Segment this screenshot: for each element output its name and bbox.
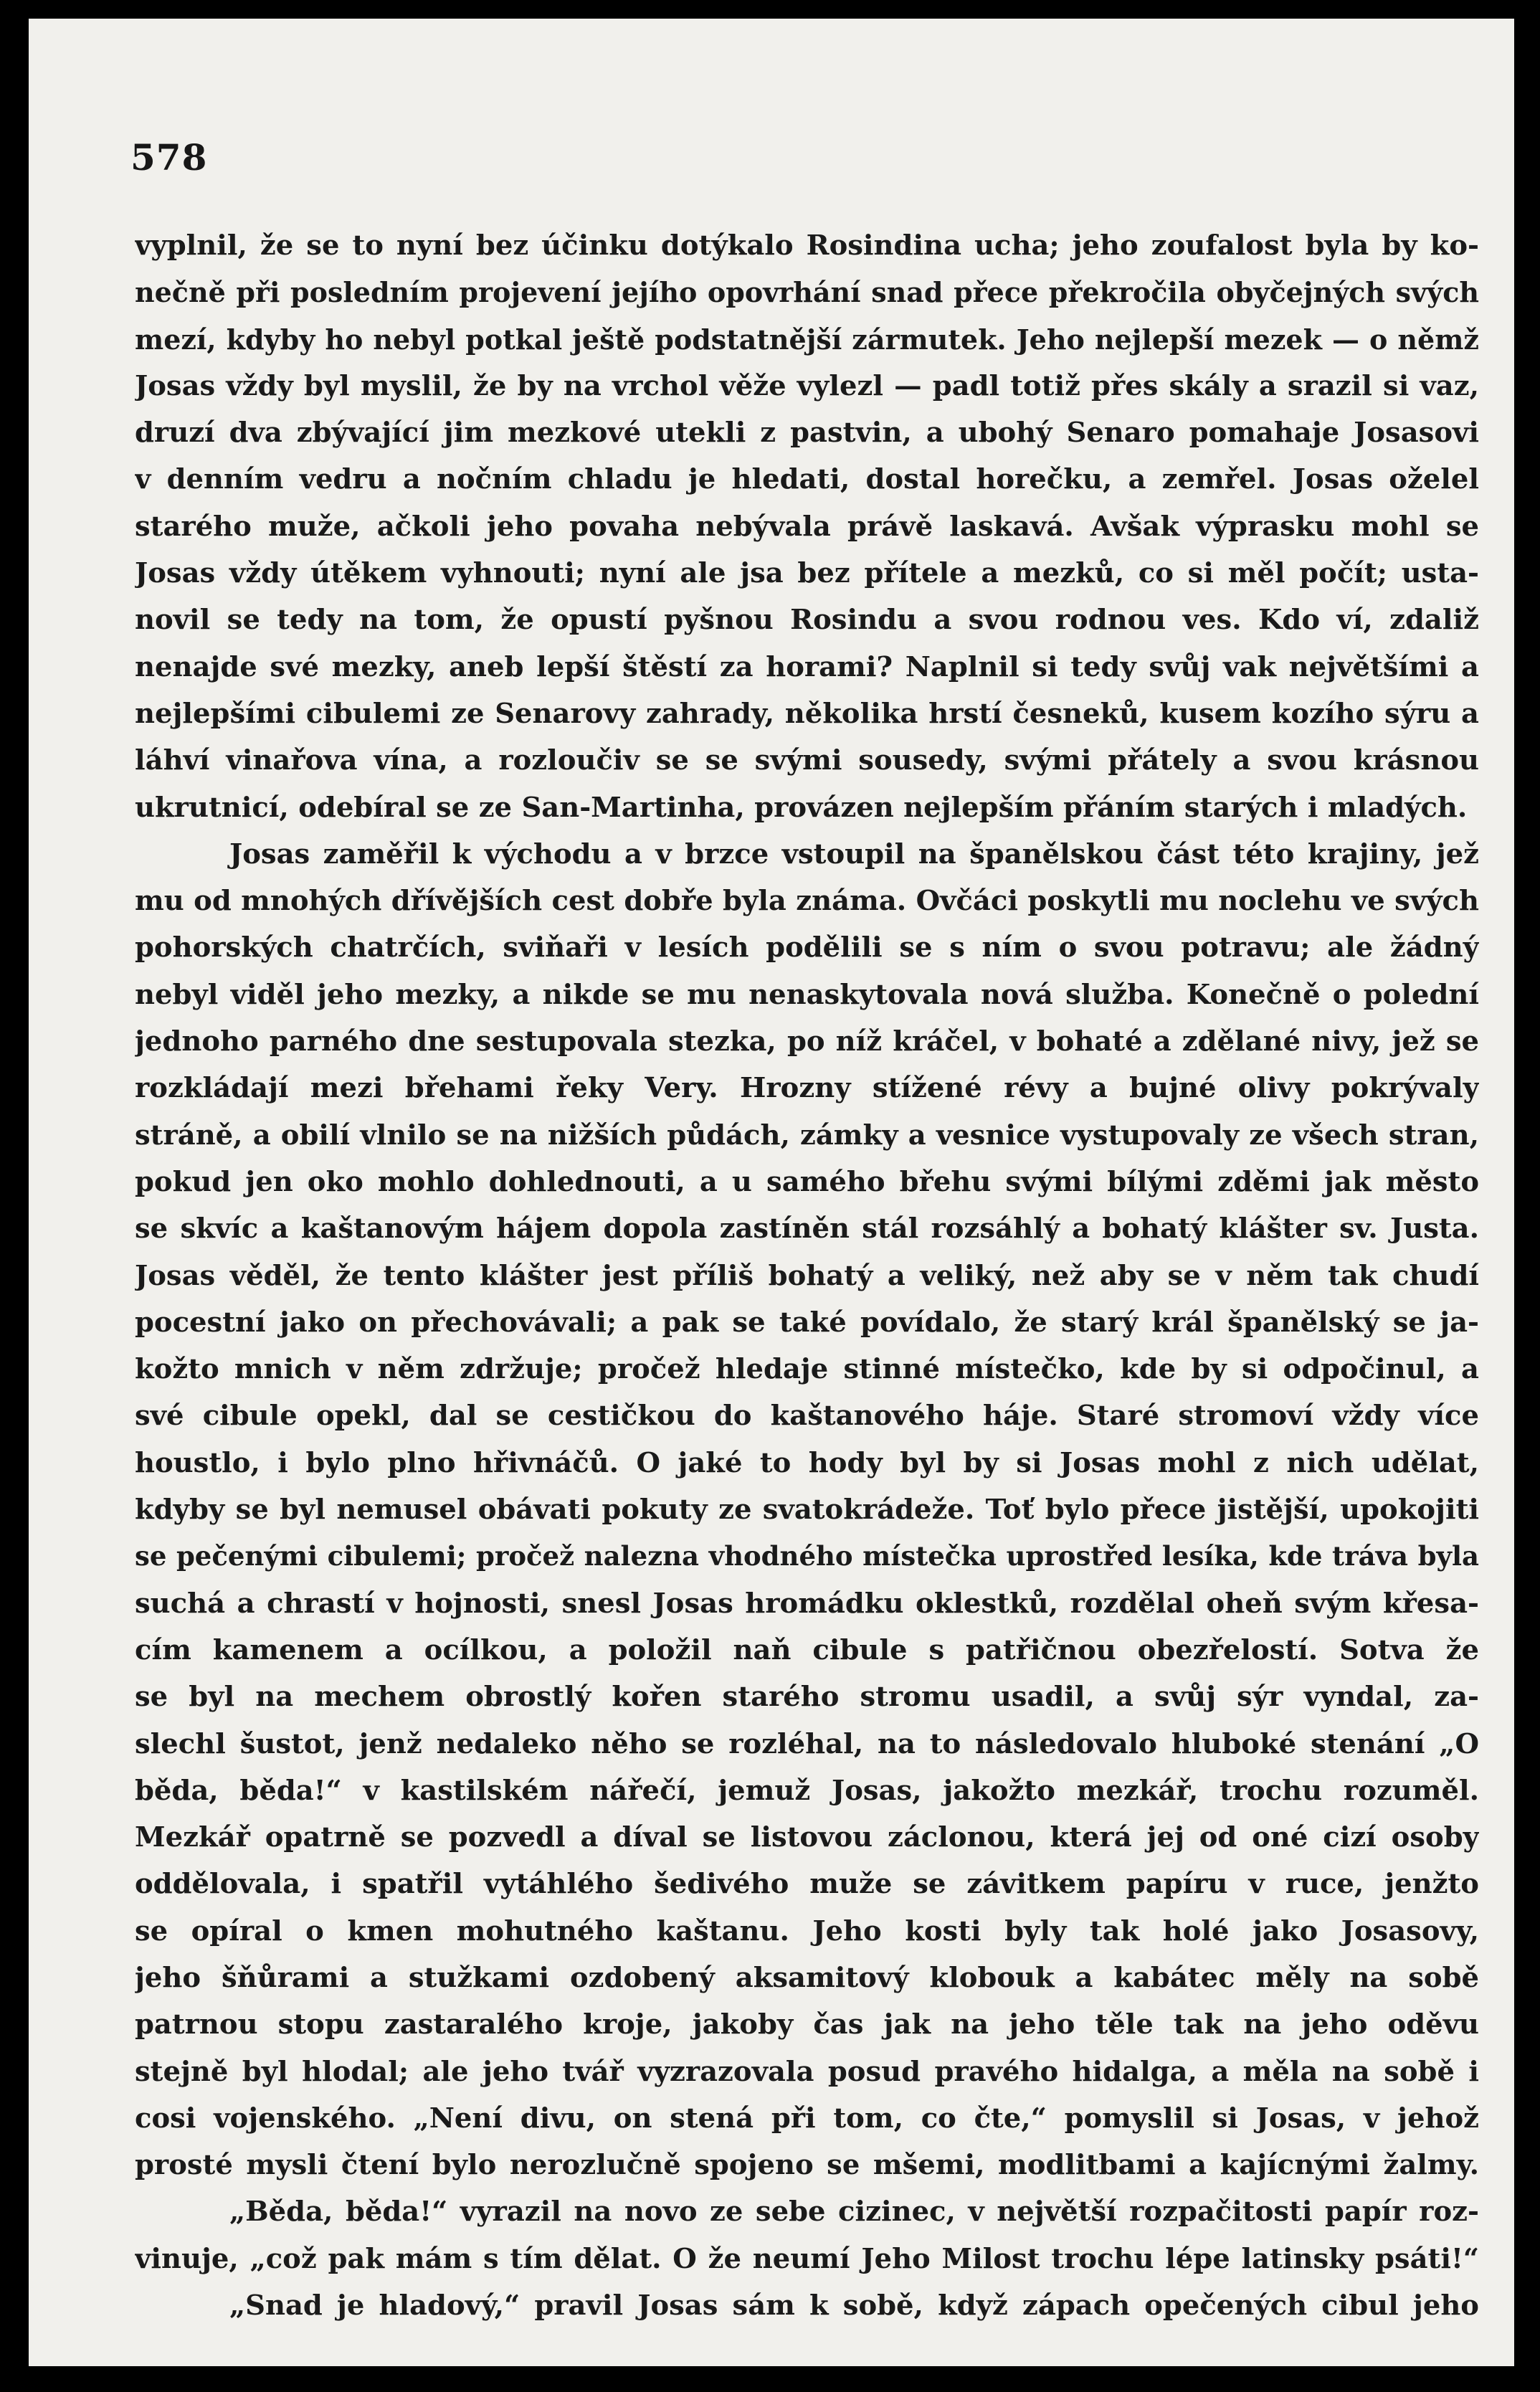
text-line: pohorských chatrčích, sviňaři v lesích podělili se s ním o svou potravu; ale žádný [135, 931, 1479, 964]
text-line: stejně byl hlodal; ale jeho tvář vyzrazovala posud pravého hidalga, a měla na sobě i [135, 2055, 1479, 2088]
text-line: vyplnil, že se to nyní bez účinku dotýkalo Rosindina ucha; jeho zoufalost byla by ko- [135, 229, 1479, 262]
text-line: své cibule opekl, dal se cestičkou do kaštanového háje. Staré stromoví vždy více [135, 1400, 1479, 1433]
text-line: nejlepšími cibulemi ze Senarovy zahrady, několika hrstí česneků, kusem kozího sýru a [135, 697, 1479, 730]
text-line: Mezkář opatrně se pozvedl a díval se listovou záclonou, která jej od oné cizí osoby [135, 1821, 1479, 1854]
text-line: v denním vedru a nočním chladu je hledati, dostal horečku, a zemřel. Josas oželel [135, 463, 1479, 496]
text-line: kdyby se byl nemusel obávati pokuty ze svatokrádeže. Toť bylo přece jistější, upokojiti [135, 1494, 1479, 1527]
text-line: běda, běda!“ v kastilském nářečí, jemuž Josas, jakožto mezkář, trochu rozuměl. [135, 1774, 1479, 1807]
body-text [135, 222, 1479, 2329]
text-line: cosi vojenského. „Není divu, on stená při tom, co čte,“ pomyslil si Josas, v jehož [135, 2102, 1479, 2135]
text-line: druzí dva zbývající jim mezkové utekli z pastvin, a ubohý Senaro pomahaje Josasovi [135, 417, 1479, 450]
text-line: Josas zaměřil k východu a v brzce vstoupil na španělskou část této krajiny, jež [229, 837, 1479, 870]
text-line: slechl šustot, jenž nedaleko něho se rozléhal, na to následovalo hluboké stenání „O [135, 1727, 1479, 1760]
text-line: jeho šňůrami a stužkami ozdobený aksamitový klobouk a kabátec měly na sobě [135, 1961, 1479, 1994]
page-number: 578 [130, 136, 208, 179]
text-line: prosté mysli čtení bylo nerozlučně spojeno se mšemi, modlitbami a kajícnými žalmy. [135, 2149, 1479, 2182]
text-line: pocestní jako on přechovávali; a pak se také povídalo, že starý král španělský se ja- [135, 1306, 1479, 1339]
text-line: novil se tedy na tom, že opustí pyšnou Rosindu a svou rodnou ves. Kdo ví, zdaliž [135, 604, 1479, 637]
text-line: cím kamenem a ocílkou, a položil naň cibule s patřičnou obezřelostí. Sotva že [135, 1633, 1479, 1666]
text-line: pokud jen oko mohlo dohlednouti, a u samého břehu svými bílými zděmi jak město [135, 1165, 1479, 1198]
text-line: vinuje, „což pak mám s tím dělat. O že neumí Jeho Milost trochu lépe latinsky psáti!“ [135, 2242, 1479, 2275]
text-line: starého muže, ačkoli jeho povaha nebývala právě laskavá. Avšak výprasku mohl se [135, 510, 1479, 543]
text-line: houstlo, i bylo plno hřivnáčů. O jaké to hody byl by si Josas mohl z nich udělat, [135, 1446, 1479, 1479]
text-line: oddělovala, i spatřil vytáhlého šedivého muže se závitkem papíru v ruce, jenžto [135, 1868, 1479, 1901]
book-page [29, 19, 1514, 2366]
text-line: rozkládají mezi břehami řeky Very. Hrozny stížené révy a bujné olivy pokrývaly [135, 1072, 1479, 1105]
text-line: se byl na mechem obrostlý kořen starého stromu usadil, a svůj sýr vyndal, za- [135, 1681, 1479, 1714]
text-line: mu od mnohých dřívějších cest dobře byla známa. Ovčáci poskytli mu noclehu ve svých [135, 885, 1479, 918]
text-line: láhví vinařova vína, a rozloučiv se se svými sousedy, svými přátely a svou krásnou [135, 744, 1479, 777]
text-line: nenajde své mezky, aneb lepší štěstí za horami? Naplnil si tedy svůj vak největšími a [135, 650, 1479, 683]
text-line: „Běda, běda!“ vyrazil na novo ze sebe cizinec, v největší rozpačitosti papír roz- [229, 2196, 1479, 2229]
text-line: suchá a chrastí v hojnosti, snesl Josas hromádku oklestků, rozdělal oheň svým křesa- [135, 1587, 1479, 1620]
text-line: nebyl viděl jeho mezky, a nikde se mu nenaskytovala nová služba. Konečně o polední [135, 978, 1479, 1011]
text-line: nečně při posledním projevení jejího opovrhání snad přece překročila obyčejných svých [135, 276, 1479, 309]
text-line: se pečenými cibulemi; pročež nalezna vhodného místečka uprostřed lesíka, kde tráva byla [135, 1540, 1479, 1572]
text-line: Josas věděl, že tento klášter jest příliš bohatý a veliký, než aby se v něm tak chudí [135, 1259, 1479, 1292]
text-line: „Snad je hladový,“ pravil Josas sám k sobě, když zápach opečených cibul jeho [229, 2289, 1479, 2322]
text-line: se skvíc a kaštanovým hájem dopola zastíněn stál rozsáhlý a bohatý klášter sv. Justa. [135, 1212, 1479, 1245]
text-line: patrnou stopu zastaralého kroje, jakoby čas jak na jeho těle tak na jeho oděvu [135, 2008, 1479, 2041]
text-line: kožto mnich v něm zdržuje; pročež hledaje stinné místečko, kde by si odpočinul, a [135, 1353, 1479, 1386]
text-line: Josas vždy útěkem vyhnouti; nyní ale jsa bez přítele a mezků, co si měl počít; usta- [135, 557, 1479, 590]
text-line: stráně, a obilí vlnilo se na nižších půdách, zámky a vesnice vystupovaly ze všech stran, [135, 1119, 1479, 1152]
text-line: jednoho parného dne sestupovala stezka, po níž kráčel, v bohaté a zdělané nivy, jež se [135, 1025, 1479, 1058]
text-line: mezí, kdyby ho nebyl potkal ještě podstatnější zármutek. Jeho nejlepší mezek — o němž [135, 323, 1479, 356]
text-line: Josas vždy byl myslil, že by na vrchol věže vylezl — padl totiž přes skály a srazil si vaz, [135, 369, 1479, 402]
text-line: ukrutnicí, odebíral se ze San-Martinha, provázen nejlepším přáním starých i mladých. [135, 791, 1468, 824]
text-line: se opíral o kmen mohutného kaštanu. Jeho kosti byly tak holé jako Josasovy, [135, 1914, 1479, 1947]
